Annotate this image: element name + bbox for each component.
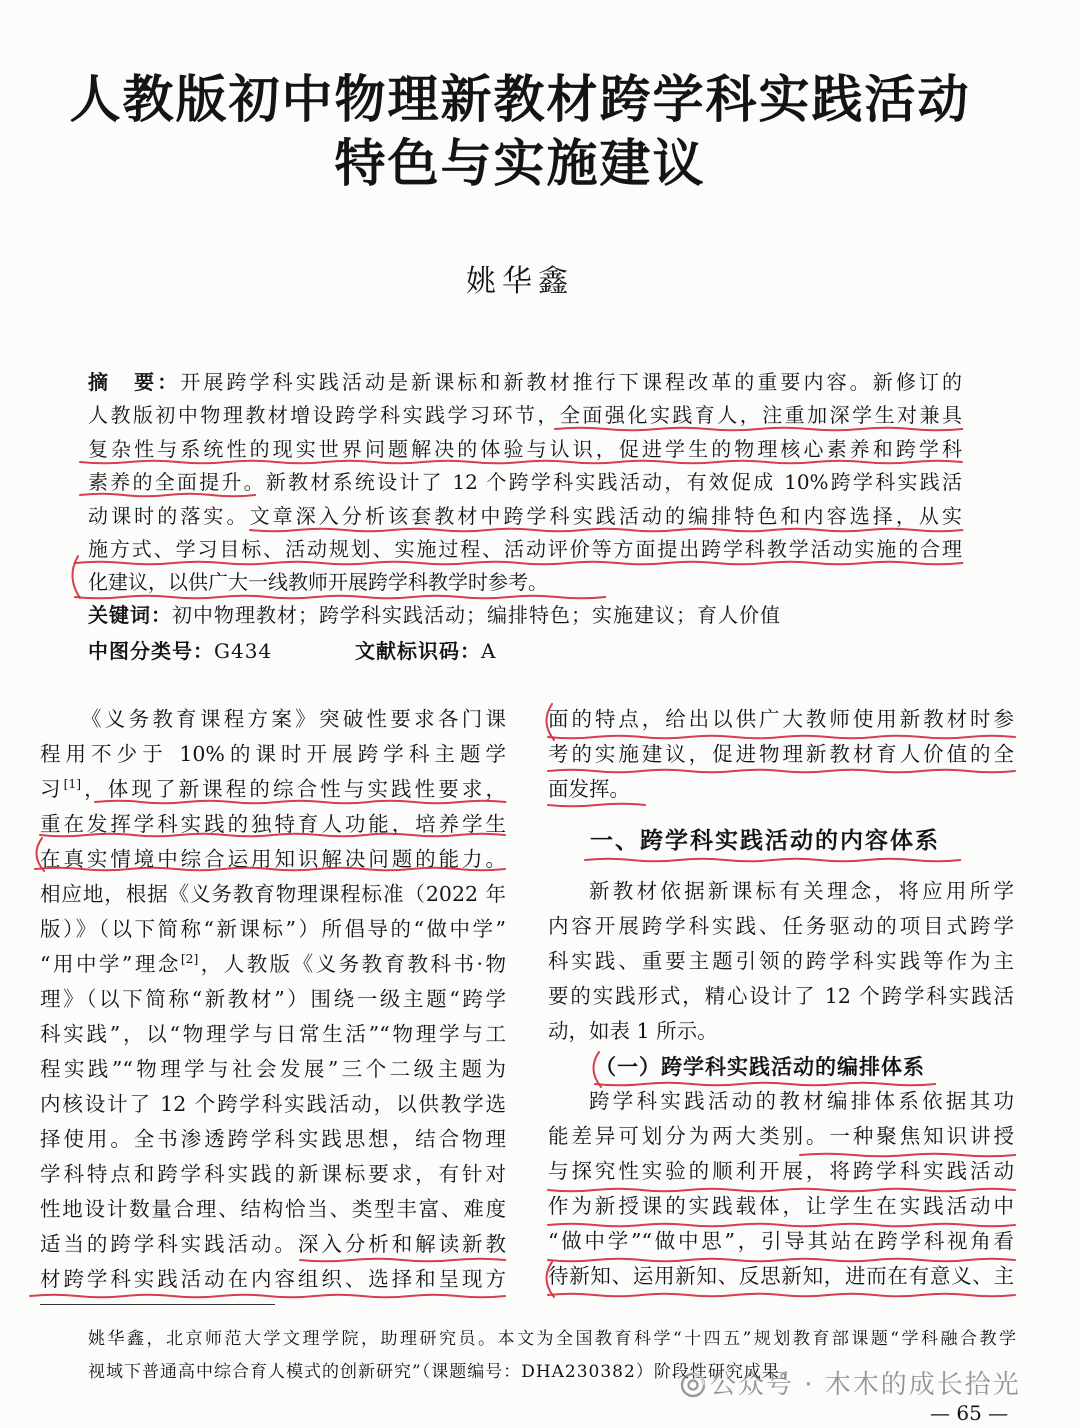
abstract-line bbox=[88, 366, 962, 399]
footnote-line: 视域下普通高中综合育人模式的创新研究”（课题编号：DHA230382）阶段性研究成果。 bbox=[88, 1362, 798, 1382]
author-name: 姚华鑫 bbox=[466, 264, 574, 299]
body-text-line: 要的实践形式，精心设计了 12 个跨学科实践活 bbox=[548, 984, 1014, 1008]
body-text-line: 待新知、运用新知、反思新知，进而在有意义、主 bbox=[548, 1264, 1014, 1288]
watermark-text: 公众号 · 木木的成长拾光 bbox=[710, 1370, 1021, 1400]
section-heading: 一、跨学科实践活动的内容体系 bbox=[590, 827, 940, 854]
abstract-line: 化建议，以供广大一线教师开展跨学科教学时参考。 bbox=[88, 570, 548, 595]
subsection-heading: （一）跨学科实践活动的编排体系 bbox=[595, 1054, 925, 1079]
text-segment: ，体现了新课程的综合性与实践性要求， bbox=[81, 777, 506, 801]
red-underline-annotation bbox=[548, 1294, 1015, 1297]
body-text-line: 考的实施建议，促进物理新教材育人价值的全 bbox=[548, 742, 1014, 766]
clc-label: 中图分类号： bbox=[88, 639, 214, 663]
body-text-line: 《义务教育课程方案》突破性要求各门课 bbox=[81, 707, 506, 731]
citation-marker: [1] bbox=[63, 777, 82, 792]
body-left-column bbox=[40, 702, 506, 1297]
body-text-line: 内核设计了 12 个跨学科实践活动，以供教学选 bbox=[40, 1092, 506, 1116]
body-text-line: 在真实情境中综合运用知识解决问题的能力。 bbox=[40, 847, 506, 871]
body-text-line: 作为新授课的实践载体，让学生在实践活动中 bbox=[548, 1194, 1014, 1218]
text-segment: 习 bbox=[40, 777, 64, 801]
abstract-line: 素养的全面提升。新教材系统设计了 12 个跨学科实践活动，有效促成 10%跨学科实践活 bbox=[88, 470, 962, 495]
body-text-line: 科实践”，以“物理学与日常生活”“物理学与工 bbox=[40, 1022, 506, 1046]
text-segment: “用中学”理念 bbox=[40, 952, 181, 976]
paper-title-line: 特色与实施建议 bbox=[334, 134, 706, 194]
footnote-separator bbox=[40, 1304, 275, 1305]
keywords-label: 关键词： bbox=[88, 603, 172, 627]
abstract-line: 动课时的落实。文章深入分析该套教材中跨学科实践活动的编排特色和内容选择，从实 bbox=[88, 503, 962, 528]
body-text-line: 面的特点，给出以供广大教师使用新教材时参 bbox=[548, 707, 1014, 731]
clc-number bbox=[88, 634, 272, 668]
body-text-line: 能差异可划分为两大类别。一种聚焦知识讲授 bbox=[548, 1124, 1014, 1148]
body-text-line: 理》（以下简称“新教材”）围绕一级主题“跨学 bbox=[40, 987, 506, 1011]
body-text-line: 动，如表 1 所示。 bbox=[548, 1019, 718, 1043]
document-code-label: 文献标识码： bbox=[355, 639, 481, 663]
keywords bbox=[88, 598, 988, 632]
body-text-line: 性地设计数量合理、结构恰当、类型丰富、难度 bbox=[40, 1197, 506, 1221]
body-text-line: 学科特点和跨学科实践的新课标要求，有针对 bbox=[40, 1162, 506, 1186]
body-text-line: 材跨学科实践活动在内容组织、选择和呈现方 bbox=[40, 1267, 506, 1291]
abstract-text: 开展跨学科实践活动是新课标和新教材推行下课程改革的重要内容。新修订的 bbox=[180, 370, 962, 394]
body-text-line: 择使用。全书渗透跨学科实践思想，结合物理 bbox=[40, 1127, 506, 1151]
body-text-line: 科实践、重要主题引领的跨学科实践等作为主 bbox=[548, 949, 1014, 973]
abstract-line: 人教版初中物理教材增设跨学科实践学习环节，全面强化实践育人，注重加深学生对兼具 bbox=[88, 403, 962, 428]
body-text-line bbox=[40, 772, 506, 807]
body-text-line: “做中学”“做中思”，引导其站在跨学科视角看 bbox=[548, 1229, 1014, 1253]
footnote-line: 姚华鑫，北京师范大学文理学院，助理研究员。本文为全国教育科学“十四五”规划教育部课题“学科融合教学 bbox=[88, 1329, 1016, 1349]
document-code bbox=[355, 634, 496, 668]
body-text-line: 面发挥。 bbox=[548, 777, 630, 801]
text-segment: ，人教版《义务教育教科书·物 bbox=[198, 952, 506, 976]
abstract-line: 复杂性与系统性的现实世界问题解决的体验与认识，促进学生的物理核心素养和跨学科 bbox=[88, 436, 962, 461]
clc-value: G434 bbox=[214, 639, 273, 663]
page-number: — 65 — bbox=[930, 1401, 1009, 1425]
body-right-column bbox=[548, 702, 1014, 1294]
body-text-line bbox=[40, 947, 506, 982]
keywords-text: 初中物理教材；跨学科实践活动；编排特色；实施建议；育人价值 bbox=[172, 603, 781, 627]
red-bracket-annotation bbox=[72, 556, 80, 598]
abstract-line: 施方式、学习目标、活动规划、实施过程、活动评价等方面提出跨学科教学活动实施的合理 bbox=[88, 536, 962, 561]
body-text-line: 版）》（以下简称“新课标”）所倡导的“做中学” bbox=[40, 917, 506, 941]
body-text-line: 适当的跨学科实践活动。深入分析和解读新教 bbox=[40, 1232, 506, 1256]
body-text-line: 跨学科实践活动的教材编排体系依据其功 bbox=[589, 1089, 1014, 1113]
body-text-line: 重在发挥学科实践的独特育人功能，培养学生 bbox=[40, 812, 506, 836]
abstract-label: 摘 要： bbox=[88, 370, 181, 394]
paper-title-line: 人教版初中物理新教材跨学科实践活动 bbox=[69, 70, 971, 130]
wechat-official-account-icon bbox=[680, 1372, 706, 1398]
abstract bbox=[88, 366, 962, 600]
document-code-value: A bbox=[481, 639, 497, 663]
body-text-line: 内容开展跨学科实践、任务驱动的项目式跨学 bbox=[548, 914, 1014, 938]
body-text-line: 程用不少于 10%的课时开展跨学科主题学 bbox=[40, 742, 506, 766]
body-text-line: 新教材依据新课标有关理念，将应用所学 bbox=[589, 879, 1014, 903]
body-text-line: 相应地，根据《义务教育物理课程标准（2022 年 bbox=[40, 882, 506, 906]
citation-marker: [2] bbox=[180, 952, 199, 967]
paper-title bbox=[30, 68, 1010, 196]
body-text-line: 与探究性实验的顺利开展，将跨学科实践活动 bbox=[548, 1159, 1014, 1183]
body-text-line: 程实践”“物理学与社会发展”三个二级主题为 bbox=[40, 1057, 506, 1081]
